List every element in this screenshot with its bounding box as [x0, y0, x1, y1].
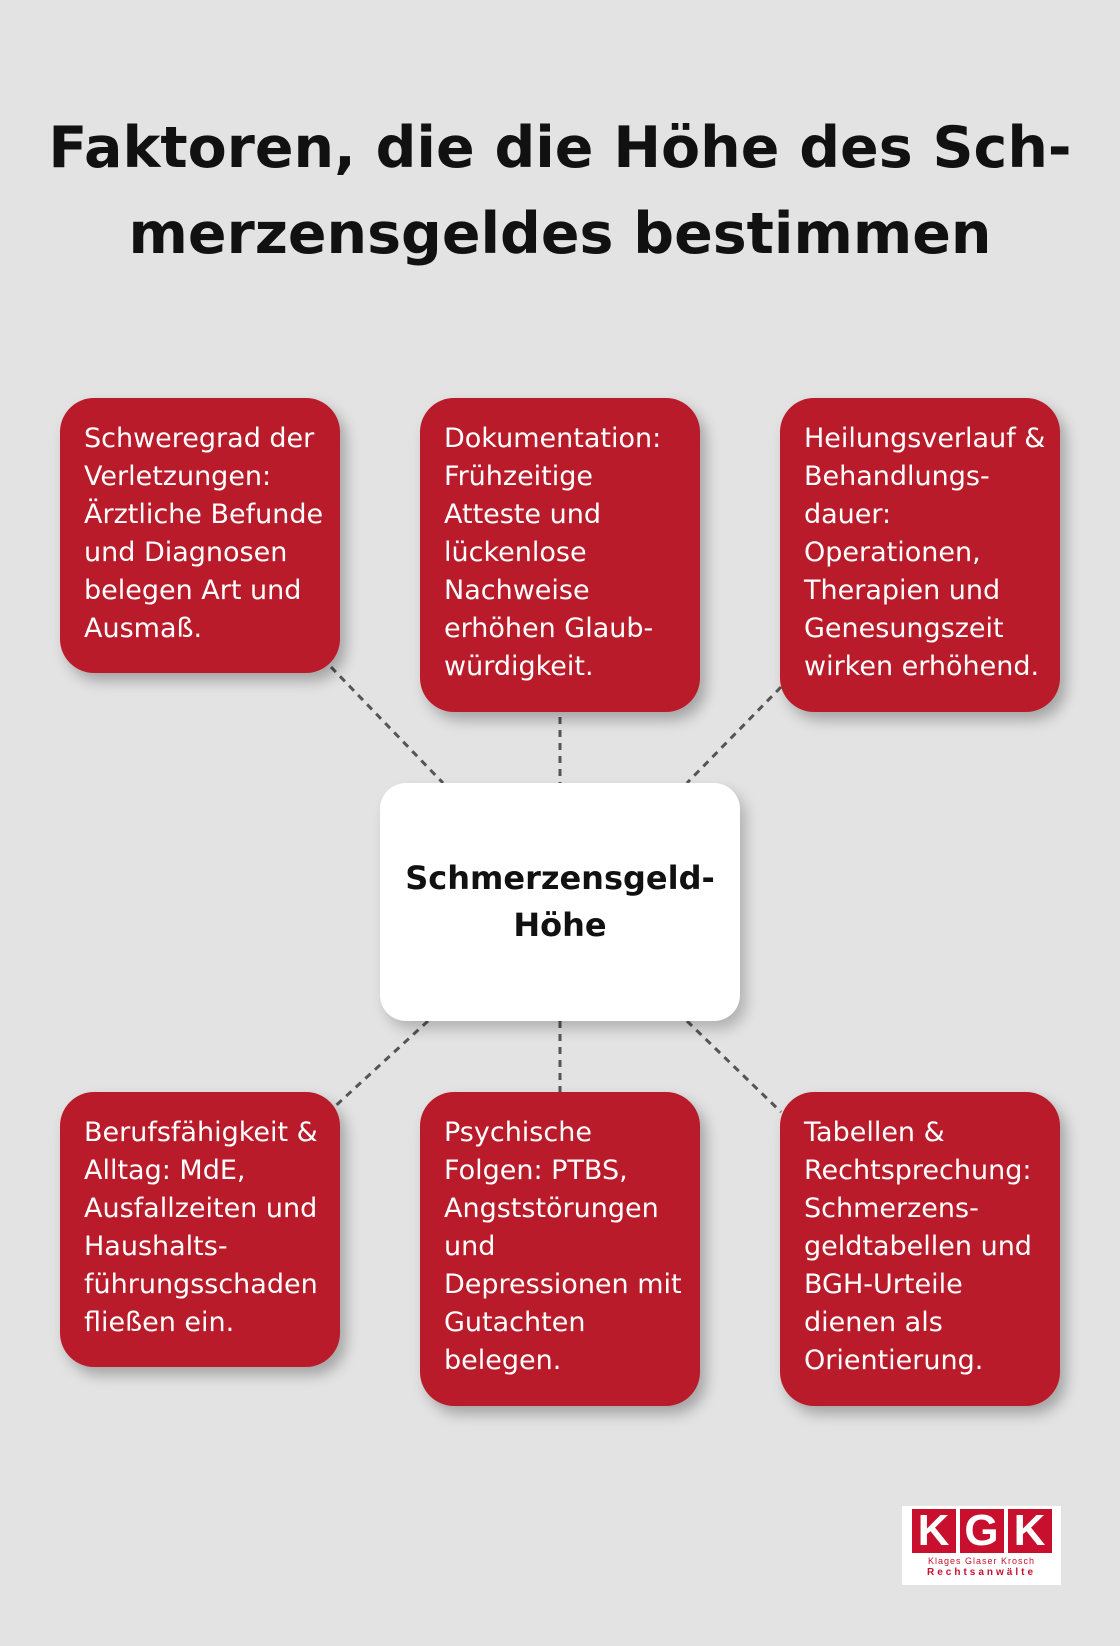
factor-text-line: Behandlungs-: [804, 461, 990, 492]
factor-box-case-law: [780, 1092, 1060, 1406]
factor-box-psychological: [420, 1092, 700, 1406]
factor-text-line: Therapien und: [804, 575, 1001, 606]
factor-text-line: Gutachten: [444, 1307, 586, 1338]
factor-text-line: Rechtsprechung:: [804, 1155, 1032, 1186]
factor-text-line: und: [444, 1231, 496, 1262]
connector-top-right: [687, 687, 781, 783]
factor-text-line: Depressionen mit: [444, 1269, 682, 1300]
factor-text-line: Berufsfähigkeit &: [84, 1117, 318, 1148]
kgk-logo: [902, 1506, 1061, 1585]
factor-text-line: und Diagnosen: [84, 537, 288, 568]
factor-text-line: Frühzeitige: [444, 461, 594, 492]
factor-text-line: Tabellen &: [804, 1117, 945, 1148]
factor-text-line: belegen.: [444, 1345, 562, 1376]
connector-bottom-right: [687, 1021, 781, 1112]
factor-text-line: Nachweise: [444, 575, 590, 606]
factor-text-line: Haushalts-: [84, 1231, 228, 1262]
factor-text-line: Verletzungen:: [84, 461, 272, 492]
title-line-1: Faktoren, die die Höhe des Sch-: [48, 115, 1072, 181]
logo-letter-k1: K: [912, 1509, 956, 1553]
center-label-line-2: Höhe: [513, 906, 607, 944]
factor-box-documentation: [420, 398, 700, 712]
factor-text-line: belegen Art und: [84, 575, 302, 606]
factor-text-line: Schweregrad der: [84, 423, 315, 454]
factor-text-line: Ausmaß.: [84, 613, 203, 644]
factor-box-severity: [60, 398, 340, 673]
center-label-line-1: Schmerzensgeld-: [405, 859, 715, 897]
factor-text-line: dienen als: [804, 1307, 943, 1338]
factor-text-line: Heilungsverlauf &: [804, 423, 1046, 454]
center-node: [380, 783, 740, 1021]
logo-letters: [902, 1506, 1061, 1553]
factor-text-line: führungsschaden: [84, 1269, 318, 1300]
title-line-2: merzensgeldes bestimmen: [128, 201, 992, 267]
factor-text-line: Folgen: PTBS,: [444, 1155, 628, 1186]
factor-box-occupation: [60, 1092, 340, 1367]
logo-letter-k2: K: [1008, 1509, 1052, 1553]
factor-text-line: Ausfallzeiten und: [84, 1193, 318, 1224]
factor-text-line: Operationen,: [804, 537, 981, 568]
factor-text-line: erhöhen Glaub-: [444, 613, 654, 644]
factor-text-line: Alltag: MdE,: [84, 1155, 246, 1186]
factor-text-line: Ärztliche Befunde: [84, 499, 324, 530]
factor-text-line: Psychische: [444, 1117, 592, 1148]
factor-text-line: Angststörungen: [444, 1193, 659, 1224]
factor-text-line: lückenlose: [444, 537, 587, 568]
factor-text-line: Genesungszeit: [804, 613, 1004, 644]
factor-text-line: Orientierung.: [804, 1345, 984, 1376]
factor-text-line: geldtabellen und: [804, 1231, 1032, 1262]
connector-bottom-left: [331, 1021, 428, 1110]
factor-text-line: Atteste und: [444, 499, 601, 530]
factor-text-line: Schmerzens-: [804, 1193, 979, 1224]
logo-names: Klages Glaser Krosch: [927, 1556, 1036, 1566]
factor-box-healing: [780, 398, 1060, 712]
logo-subtitle: Rechtsanwälte: [926, 1567, 1037, 1578]
factor-text-line: dauer:: [804, 499, 892, 530]
logo-letter-g: G: [960, 1509, 1004, 1553]
factor-text-line: würdigkeit.: [444, 651, 594, 682]
factor-text-line: fließen ein.: [84, 1307, 235, 1338]
factor-text-line: Dokumentation:: [444, 423, 662, 454]
factor-text-line: wirken erhöhend.: [804, 651, 1040, 682]
factor-text-line: BGH-Urteile: [804, 1269, 963, 1300]
